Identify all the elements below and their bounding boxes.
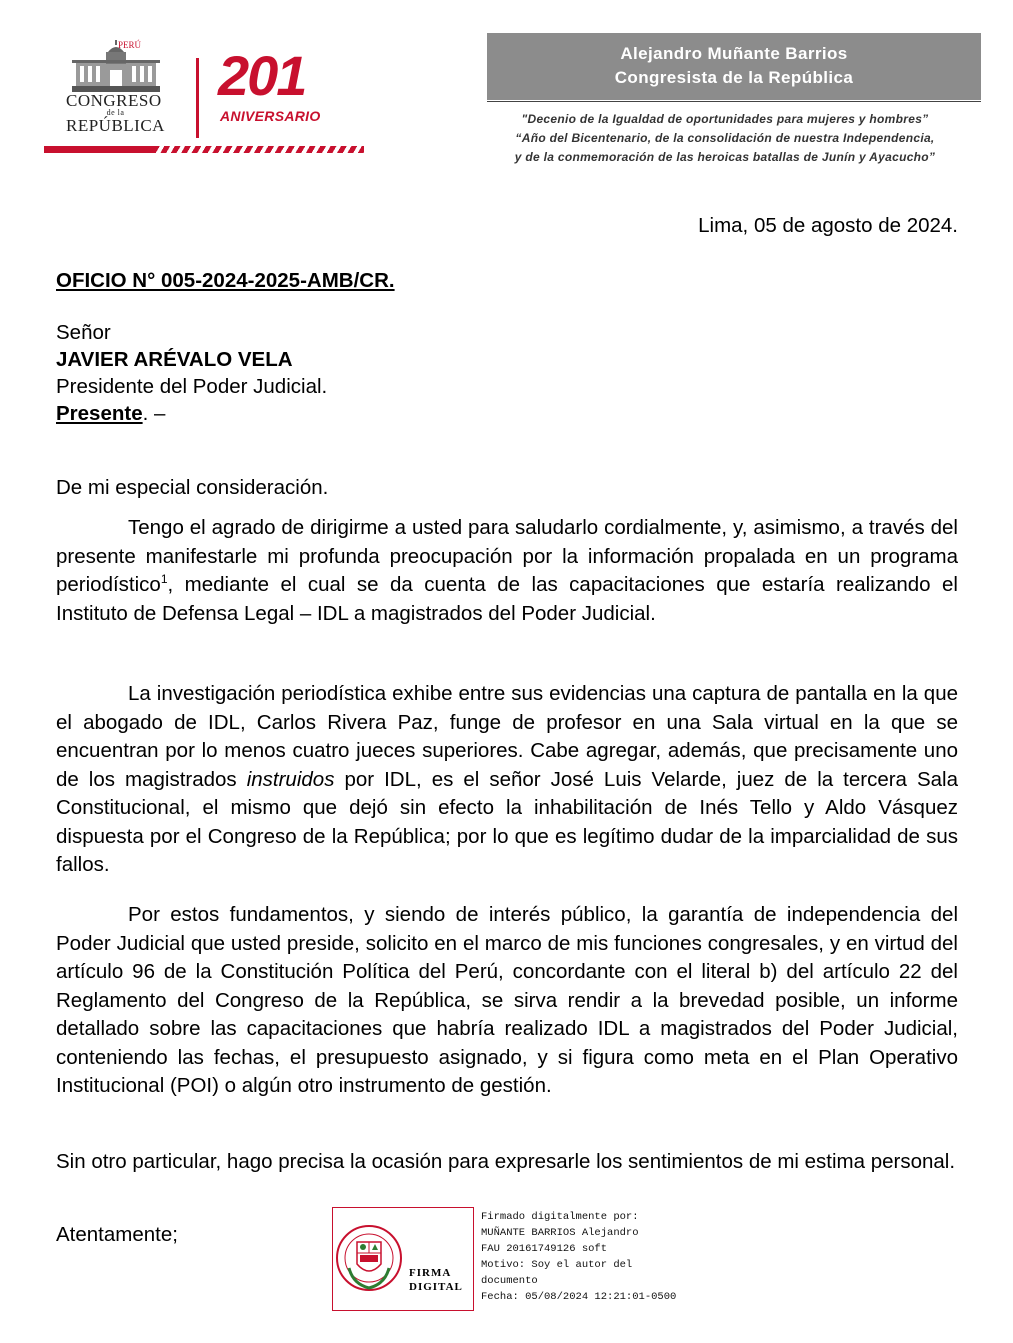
signature-line6: Fecha: 05/08/2024 12:21:01-0500 — [481, 1291, 677, 1303]
paragraph-2-text: La investigación periodística exhibe entre sus evidencias una captura de pantalla en la que el abogado de IDL, Carlos Rivera Paz, funge de profesor en una Sala virtual en la que se encuentran por lo menos cuatro jueces superiores. Cabe agregar, además, que precisamente uno de los magistrados — [56, 682, 958, 791]
congressman-title: Congresista de la República — [614, 68, 854, 87]
logo-divider — [196, 58, 199, 138]
paragraph-1-text: Tengo el agrado de dirigirme a usted para saludarlo cordialmente, y, asimismo, a través del presente manifestarle mi profunda preocupación por la información propalada en un programa periodístico — [56, 516, 958, 596]
paragraph-1 — [56, 514, 958, 628]
congreso-wordmark — [66, 92, 165, 134]
decenio-line3: y de la conmemoración de las heroicas batallas de Junín y Ayacucho” — [514, 150, 936, 164]
decenio-line1: "Decenio de la Igualdad de oportunidades para mujeres y hombres” — [521, 112, 929, 126]
paragraph-2-text-cont: por IDL, es el señor José Luis Velarde, juez de la tercera Sala Constitucional, el mismo que dejó sin efecto la inhabilitación de Inés Tello y Aldo Vásquez dispuesta por el Congreso de la República; por lo que es legítimo dudar de la imparcialidad de sus fallos. — [56, 767, 958, 876]
footnote-marker: 1 — [160, 572, 168, 587]
congressman-header-box — [487, 33, 981, 100]
decenio-line2: “Año del Bicentenario, de la consolidación de nuestra Independencia, — [515, 131, 935, 145]
recipient-name: JAVIER ARÉVALO VELA — [56, 348, 293, 371]
congreso-logo — [44, 30, 364, 158]
firma-line1: FIRMA — [409, 1267, 452, 1279]
signature-line3: FAU 20161749126 soft — [481, 1243, 608, 1255]
header-red-bar — [44, 146, 154, 153]
presente: Presente — [56, 402, 143, 425]
congreso-line1: CONGRESO — [66, 91, 162, 110]
letter-date: Lima, 05 de agosto de 2024. — [698, 214, 958, 237]
paragraph-3-text: Por estos fundamentos, y siendo de interés público, la garantía de independencia del Poder Judicial que usted preside, solicito en el marco de mis funciones congresales, y en virtud del artículo 96 de la Constitución Política del Perú, concordante con el literal b) del artículo 22 del Reglamento del Congreso de la República, se sirva rendir a la brevedad posible, un informe detallado sobre las capacitaciones que habría realizado IDL a magistrados del Poder Judicial, conteniendo las fechas, el presupuesto asignado, y si figura como meta en el Plan Operativo Institucional (POI) o algún otro instrumento de gestión. — [56, 903, 958, 1097]
congreso-line2: REPÚBLICA — [66, 116, 165, 135]
paragraph-1-text-cont: , mediante el cual se da cuenta de las capacitaciones que estaría realizando el Instituto de Defensa Legal – IDL a magistrados del Poder Judicial. — [56, 573, 958, 625]
peru-label: PERÚ — [118, 40, 142, 50]
header-hatch-bar — [154, 146, 364, 153]
decenio-motto — [470, 110, 980, 167]
recipient-title: Presidente del Poder Judicial. — [56, 375, 328, 398]
signature-line4: Motivo: Soy el autor del — [481, 1259, 633, 1271]
firma-line2: DIGITAL — [409, 1281, 463, 1293]
header-underline — [487, 101, 981, 102]
paragraph-3 — [56, 901, 958, 1101]
greeting: De mi especial consideración. — [56, 476, 329, 499]
presente-suffix: . – — [142, 402, 166, 425]
sign-off: Atentamente; — [56, 1223, 178, 1246]
signature-line2: MUÑANTE BARRIOS Alejandro — [481, 1227, 639, 1239]
signature-details — [481, 1209, 676, 1305]
aniversario-number: 201 — [218, 44, 306, 107]
peru-coat-of-arms-icon — [333, 1208, 473, 1310]
paragraph-2-italic: instruidos — [246, 767, 335, 791]
congress-building-icon — [68, 40, 164, 96]
aniversario-label: ANIVERSARIO — [220, 108, 321, 124]
signature-line5: documento — [481, 1275, 538, 1287]
congreso-de: de la — [106, 108, 125, 117]
salutation: Señor — [56, 321, 111, 344]
signature-line1: Firmado digitalmente por: — [481, 1211, 639, 1223]
closing-paragraph: Sin otro particular, hago precisa la ocasión para expresarle los sentimientos de mi estima personal. — [56, 1150, 956, 1173]
addressee-block — [56, 319, 327, 427]
oficio-number: OFICIO N° 005-2024-2025-AMB/CR. — [56, 269, 395, 292]
paragraph-2 — [56, 680, 958, 880]
digital-signature-seal — [332, 1207, 474, 1311]
congressman-name: Alejandro Muñante Barrios — [620, 44, 848, 63]
